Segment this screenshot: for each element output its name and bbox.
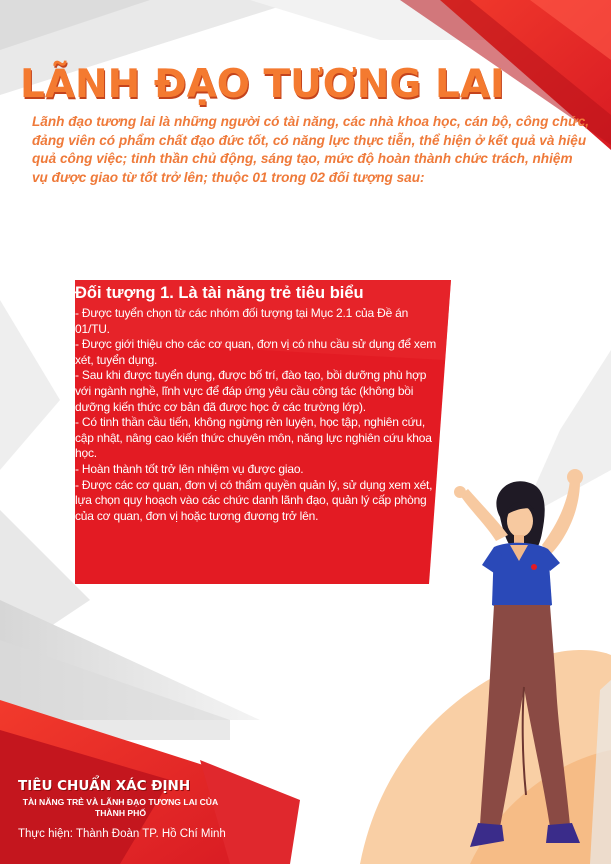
footer-block [18,778,238,840]
footer-subheading: TÀI NĂNG TRẺ VÀ LÃNH ĐẠO TƯƠNG LAI CỦA THÀNH PHỐ [22,797,219,818]
footer-credit: Thực hiện: Thành Đoàn TP. Hồ Chí Minh [18,828,226,840]
list-item: - Được tuyển chọn từ các nhóm đối tượng tại Mục 2.1 của Đề án 01/TU. [75,306,409,336]
list-item: - Được giới thiệu cho các cơ quan, đơn vị có nhu cầu sử dụng để xem xét, tuyển dụng. [75,337,436,367]
list-item: - Hoàn thành tốt trở lên nhiệm vụ được giao. [75,461,304,476]
intro-paragraph: Lãnh đạo tương lai là những người có tài năng, các nhà khoa học, cán bộ, công chức, đảng viên có phẩm chất đạo đức tốt, có năng lực thực tiễn, thể hiện ở kết quả và hiệu quả công việc; tinh thần chủ động, sáng tạo, mức độ hoàn thành chức trách, nhiệm vụ được giao từ tốt trở lên; thuộc 01 trong 02 đối tượng sau: [32,114,590,185]
list-item: - Sau khi được tuyển dụng, được bố trí, đào tạo, bồi dưỡng phù hợp với ngành nghề, lĩnh vực để đáp ứng yêu cầu công tác (không bồi dưỡng kiến thức cơ bản đã được học ở các trường lớp). [75,368,427,414]
footer-heading: TIÊU CHUẨN XÁC ĐỊNH [18,778,191,794]
woman-illustration [430,455,611,864]
page-title: LÃNH ĐẠO TƯƠNG LAI [20,62,505,107]
list-item: - Được các cơ quan, đơn vị có thẩm quyền quản lý, sử dụng xem xét, lựa chọn quy hoạch vào các chức danh lãnh đạo, quản lý cấp phòng của cơ quan, đơn vị hoặc tương đương trở lên. [75,477,433,523]
criteria-list [75,306,437,524]
card-title: Đối tượng 1. Là tài năng trẻ tiêu biểu [75,284,364,302]
list-item: - Có tinh thần cầu tiến, không ngừng rèn luyện, học tập, nghiên cứu, cập nhật, nâng cao kiến thức chuyên môn, năng lực nghiên cứu khoa học. [75,415,432,461]
